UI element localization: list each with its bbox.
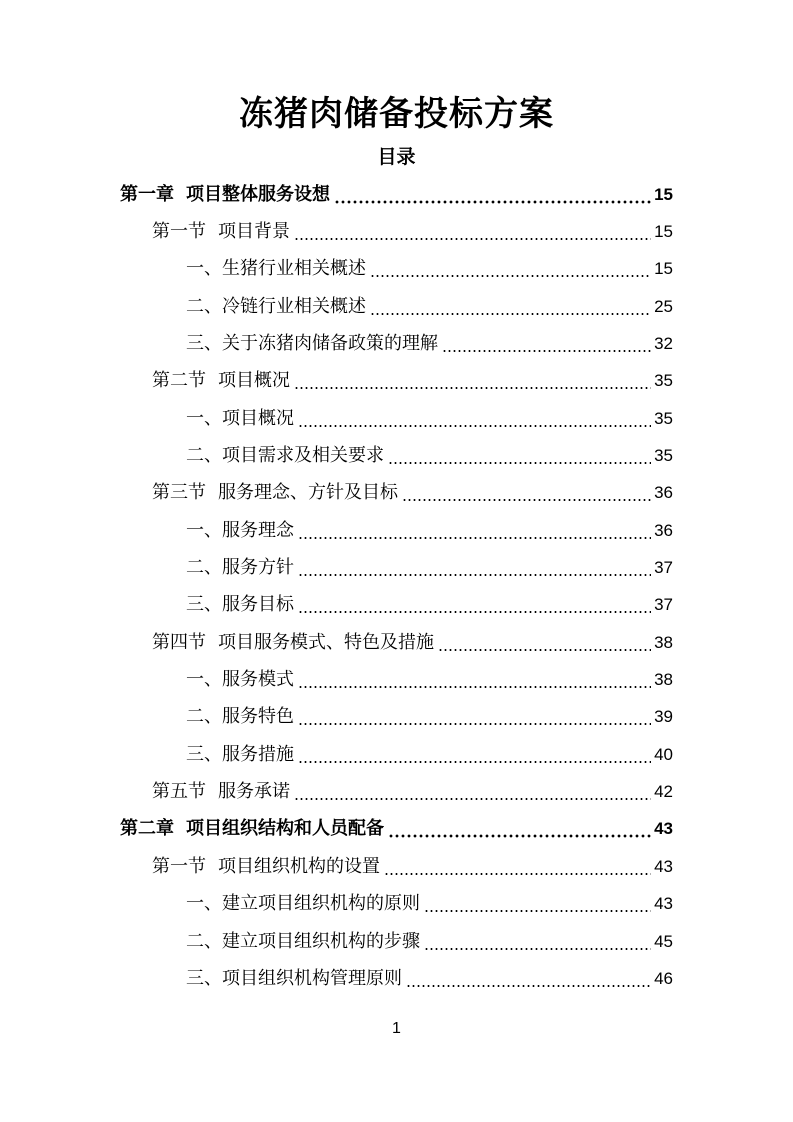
toc-entry-page: 15 <box>654 221 673 241</box>
toc-entry[interactable] <box>186 960 673 997</box>
toc-entry[interactable] <box>186 437 673 474</box>
toc-entry-page: 15 <box>654 259 673 279</box>
toc-entry-title: 一、生猪行业相关概述 <box>186 258 366 280</box>
toc-entry-page: 46 <box>654 968 673 988</box>
toc-entry[interactable] <box>186 923 673 960</box>
toc-entry[interactable] <box>152 848 673 885</box>
toc-entry[interactable] <box>186 886 673 923</box>
toc-entry-title: 项目组织结构和人员配备 <box>186 818 384 840</box>
toc-entry-title: 一、建立项目组织机构的原则 <box>186 893 420 915</box>
toc-entry-number: 第三节 <box>152 482 206 504</box>
toc-entry-number: 第二章 <box>120 818 174 840</box>
toc-entry-title: 一、服务模式 <box>186 669 294 691</box>
toc-dot-leader <box>298 610 651 614</box>
toc-entry[interactable] <box>152 774 673 811</box>
toc-entry-page: 35 <box>654 408 673 428</box>
toc-entry[interactable] <box>152 624 673 661</box>
toc-entry-title: 二、冷链行业相关概述 <box>186 295 366 317</box>
toc-entry-title: 二、服务方针 <box>186 557 294 578</box>
toc-dot-leader <box>384 872 651 876</box>
toc-dot-leader <box>388 461 651 465</box>
toc-entry-page: 45 <box>654 931 673 951</box>
toc-entry[interactable] <box>186 736 673 773</box>
toc-entry-page: 37 <box>654 595 673 615</box>
toc-heading: 目录 <box>377 146 416 168</box>
toc-entry-number: 第一节 <box>152 855 206 877</box>
toc-dot-leader <box>442 349 651 353</box>
toc-entry[interactable] <box>186 400 673 437</box>
toc-dot-leader <box>388 834 651 838</box>
toc-entry-title: 服务理念、方针及目标 <box>218 482 398 504</box>
toc-entry-title: 服务承诺 <box>218 781 290 803</box>
toc-entry[interactable] <box>186 325 673 362</box>
toc-dot-leader <box>438 648 651 652</box>
toc-entry-title: 一、项目概况 <box>186 407 294 429</box>
toc-dot-leader <box>424 947 651 951</box>
toc-entry[interactable] <box>152 363 673 400</box>
toc-entry-title: 二、建立项目组织机构的步骤 <box>186 930 420 952</box>
toc-entry-page: 35 <box>654 371 673 391</box>
toc-entry-page: 38 <box>654 632 673 652</box>
toc-entry[interactable] <box>186 699 673 736</box>
toc-entry[interactable] <box>120 176 673 213</box>
toc-entry-page: 37 <box>654 558 673 577</box>
toc-entry[interactable] <box>186 288 673 325</box>
toc-entry-title: 项目整体服务设想 <box>186 183 330 205</box>
toc-dot-leader <box>294 797 651 801</box>
toc-entry-title: 二、项目需求及相关要求 <box>186 444 384 466</box>
toc-entry[interactable] <box>152 475 673 512</box>
page-number: 1 <box>392 1020 401 1037</box>
toc-dot-leader <box>298 685 651 689</box>
toc-entry-page: 36 <box>654 483 673 503</box>
toc-dot-leader <box>298 536 651 540</box>
toc-dot-leader <box>298 722 651 726</box>
toc-dot-leader <box>406 984 651 988</box>
toc-entry-title: 三、关于冻猪肉储备政策的理解 <box>186 332 438 354</box>
toc-entry-title: 三、项目组织机构管理原则 <box>186 967 402 989</box>
toc-entry[interactable] <box>186 662 673 699</box>
toc-entry-page: 39 <box>654 707 673 727</box>
toc-entry-number: 第五节 <box>152 781 206 803</box>
toc-entry-title: 项目背景 <box>218 220 290 242</box>
toc-entry-page: 43 <box>654 819 673 839</box>
toc-dot-leader <box>294 386 651 390</box>
toc-entry-page: 25 <box>654 296 673 316</box>
toc-entry[interactable] <box>186 251 673 288</box>
toc-entry-page: 36 <box>654 520 673 540</box>
toc-entry[interactable] <box>120 811 673 848</box>
toc-entry-title: 项目概况 <box>218 370 290 392</box>
toc-entry-title: 二、服务特色 <box>186 706 294 728</box>
toc-entry-page: 15 <box>654 184 673 204</box>
toc-dot-leader <box>298 573 651 577</box>
toc-entry-page: 42 <box>654 782 673 802</box>
toc-entry[interactable] <box>186 512 673 549</box>
toc-entry-page: 38 <box>654 670 673 690</box>
toc-entry-title: 一、服务理念 <box>186 519 294 541</box>
toc-entry-title: 项目组织机构的设置 <box>218 855 380 877</box>
toc-entry[interactable] <box>186 550 673 587</box>
page-title: 冻猪肉储备投标方案 <box>239 94 554 134</box>
toc-dot-leader <box>334 200 651 204</box>
toc-dot-leader <box>298 760 651 764</box>
toc-entry-page: 43 <box>654 894 673 914</box>
toc-entry-page: 43 <box>654 856 673 876</box>
toc-entry-page: 40 <box>654 744 673 764</box>
toc-dot-leader <box>370 312 651 316</box>
toc-entry-number: 第一节 <box>152 220 206 242</box>
toc-dot-leader <box>424 909 651 913</box>
toc-entry-title: 三、服务目标 <box>186 594 294 616</box>
toc-dot-leader <box>402 498 651 502</box>
toc-entry-title: 项目服务模式、特色及措施 <box>218 631 434 653</box>
toc-entry[interactable] <box>186 587 673 624</box>
toc-entry-number: 第一章 <box>120 183 174 205</box>
toc-dot-leader <box>294 237 651 241</box>
toc-entry-number: 第四节 <box>152 631 206 653</box>
toc-entry-page: 32 <box>654 333 673 353</box>
toc-dot-leader <box>370 274 651 278</box>
toc-entry-title: 三、服务措施 <box>186 743 294 765</box>
toc-entry[interactable] <box>152 213 673 250</box>
toc-entry-page: 35 <box>654 445 673 465</box>
toc-entry-number: 第二节 <box>152 370 206 392</box>
toc-dot-leader <box>298 424 651 428</box>
